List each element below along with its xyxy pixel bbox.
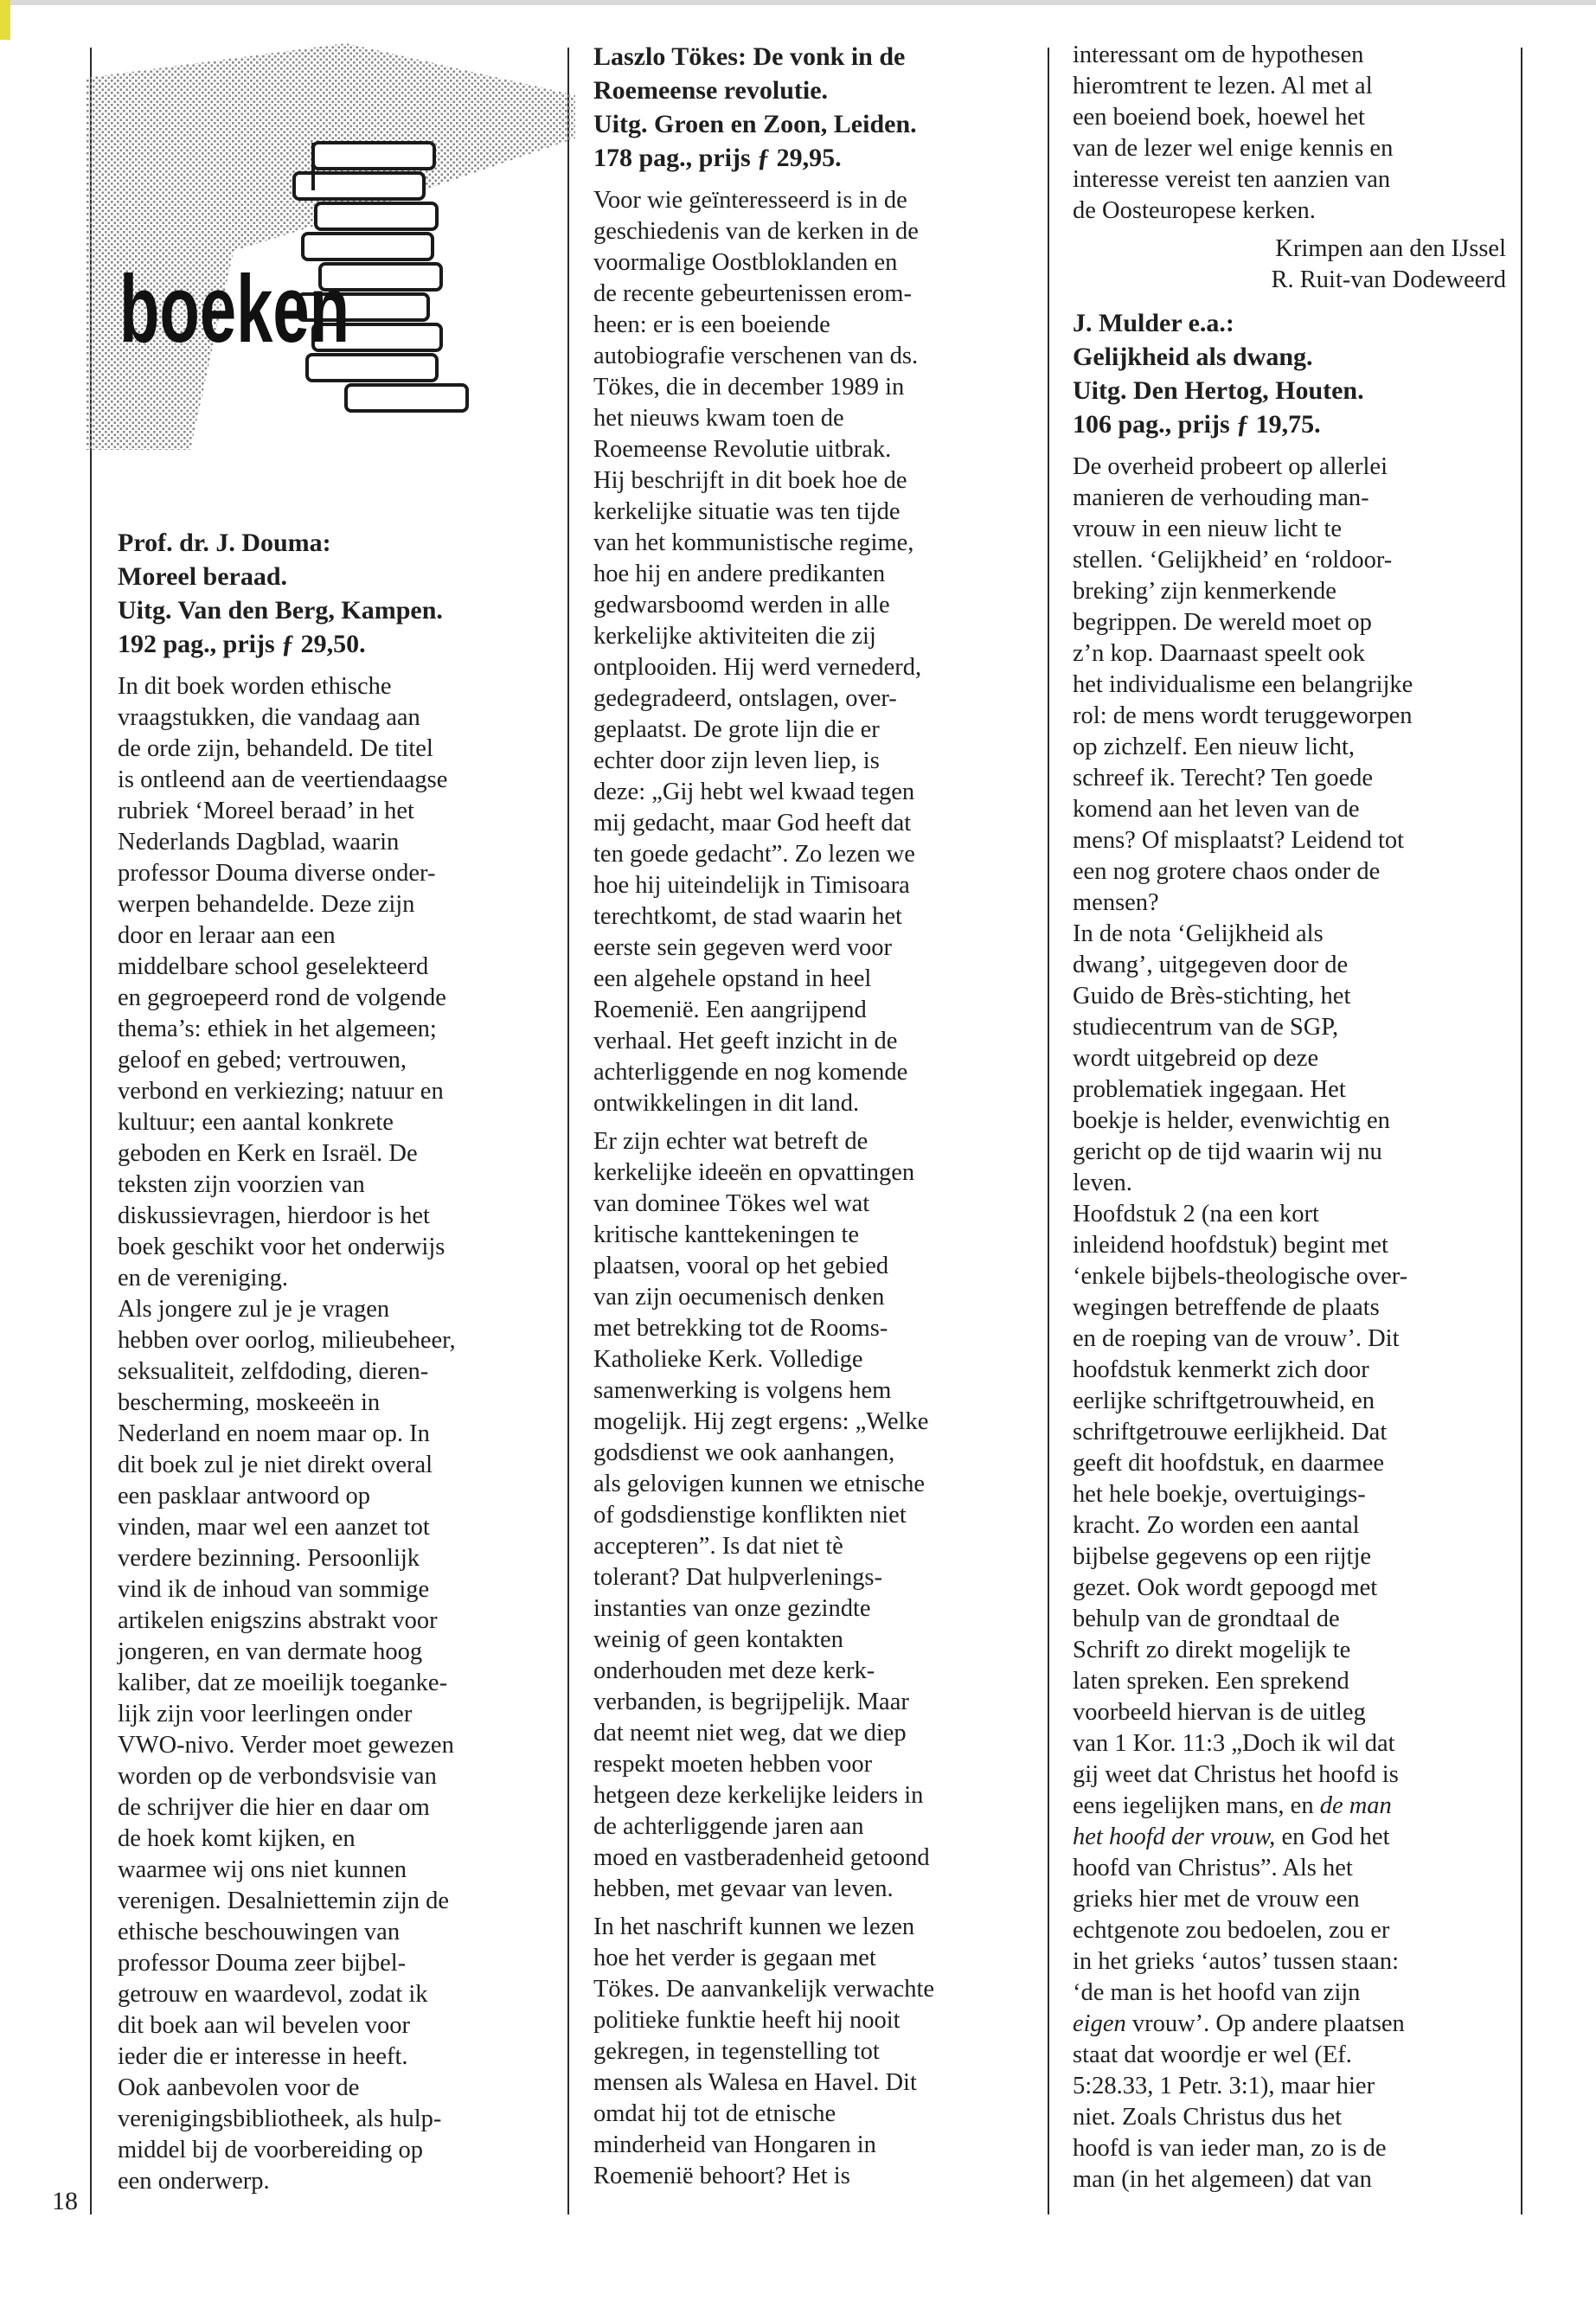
boeken-header-graphic — [87, 43, 575, 458]
column-divider-2 — [1048, 48, 1049, 2214]
section-title: boeken — [119, 256, 350, 363]
book-heading-tokes: Laszlo Tökes: De vonk in de Roemeense revolutie. Uitg. Groen en Zoon, Leiden. 178 pag., prijs ƒ 29,95. — [593, 42, 917, 172]
review-paragraph: Er zijn echter wat betreft de kerkelijke ideeën en opvattingen van dominee Tökes wel wat kritische kanttekeningen te plaatsen, vooral op het gebied van zijn oecumenisch denken met betrekking tot de Rooms- Katholieke Kerk. Volledige samenwerking is volgens hem mogelijk. Hij zegt ergens: „Welke godsdienst we ook aanhangen, als gelovigen kunnen we etnische of godsdienstige konflikten niet accepteren”. Is dat niet tè tolerant? Dat hulpverlenings- instanties van onze gezindte weinig of geen kontakten onderhouden met deze kerk- verbanden, is begrijpelijk. Maar dat neemt niet weg, dat we diep respekt moeten hebben voor hetgeen deze kerkelijke leiders in de achterliggende jaren aan moed en vastberadenheid getoond hebben, met gevaar van leven. — [593, 1128, 930, 1902]
reviewer-signature: Krimpen aan den IJssel R. Ruit-van Dodeweerd — [1271, 235, 1506, 293]
review-paragraph: In het naschrift kunnen we lezen hoe het verder is gegaan met Tökes. De aanvankelijk verwachte politieke funktie heeft hij nooit gekregen, in tegenstelling tot mensen als Walesa en Havel. Dit omdat hij tot de etnische minderheid van Hongaren in Roemenië behoort? Het is — [593, 1913, 935, 2189]
book-heading-mulder: J. Mulder e.a.: Gelijkheid als dwang. Uitg. Den Hertog, Houten. 106 pag., prijs ƒ 19,75. — [1073, 309, 1364, 439]
book-heading-douma: Prof. dr. J. Douma: Moreel beraad. Uitg. Van den Berg, Kampen. 192 pag., prijs ƒ 29,50. — [118, 529, 443, 658]
review-text: De overheid probeert op allerlei manieren de verhouding man- vrouw in een nieuw licht te stellen. ‘Gelijkheid’ en ‘roldoor- breking’ zijn kenmerkende begrippen. De wereld moet op z’n kop. Daarnaast speelt ook het individualisme een belangrijke rol: de mens wordt teruggeworpen op zichzelf. Een nieuw licht, schreef ik. Terecht? Ten goede komend aan het leven van de mens? Of misplaatst? Leidend tot een nog grotere chaos onder de mensen? In de nota ‘Gelijkheid als dwang’, uitgegeven door de Guido de Brès-stichting, het studiecentrum van de SGP, wordt uitgebreid op deze problematiek ingegaan. Het boekje is helder, evenwichtig en gericht op de tijd waarin wij nu leven. Hoofdstuk 2 (na een kort inleidend hoofdstuk) begint met ‘enkele bijbels-theologische over- wegingen betreffende de plaats en de roeping van de vrouw’. Dit hoofdstuk kenmerkt zich door eerlijke schriftgetrouwheid, en schriftgetrouwe eerlijkheid. Dat geeft dit hoofdstuk, en daarmee het hele boekje, overtuigings- kracht. Zo worden een aantal bijbelse gegevens op een rijtje gezet. Ook wordt gepoogd met behulp van de grondtaal de Schrift zo direkt mogelijk te laten spreken. Een sprekend voorbeeld hiervan is de uitleg van 1 Kor. 11:3 „Doch ik wil dat gij weet dat Christus het hoofd is eens iegelijken mans, en — [1073, 453, 1413, 1819]
review-text: en God het hoofd van Christus”. Als het grieks hier met de vrouw een echtgenote zou bedoelen, zou er in het grieks ‘autos’ tussen staan: ‘de man is het hoofd van zijn — [1073, 1823, 1400, 2006]
italic-quote: de man het hoofd der vrouw, — [1073, 1792, 1392, 1850]
page-number: 18 — [52, 2187, 78, 2215]
top-edge-strip — [0, 0, 1596, 5]
review-paragraph — [1073, 452, 1518, 2195]
review-text: vrouw’. Op andere plaatsen staat dat woordje er wel (Ef. 5:28.33, 1 Petr. 3:1), maar hier niet. Zoals Christus dus het hoofd is van ieder man, zo is de man (in het algemeen) dat van — [1073, 2010, 1405, 2193]
review-continuation: interessant om de hypothesen hieromtrent te lezen. Al met al een boeiend boek, hoewel het van de lezer wel enige kennis en interesse vereist ten aanzien van de Oosteuropese kerken. — [1073, 42, 1394, 224]
review-paragraph: Voor wie geïnteresseerd is in de geschiedenis van de kerken in de voormalige Oostbloklanden en de recente gebeurtenissen erom- heen: er is een boeiende autobiografie verschenen van ds. Tökes, die in december 1989 in het nieuws kwam toen de Roemeense Revolutie uitbrak. Hij beschrijft in dit boek hoe de kerkelijke situatie was ten tijde van het kommunistische regime, hoe hij en andere predikanten gedwarsboomd werden in alle kerkelijke aktiviteiten die zij ontplooiden. Hij werd vernederd, gedegradeerd, ontslagen, over- geplaatst. De grote lijn die er echter door zijn leven liep, is deze: „Gij hebt wel kwaad tegen mij gedacht, maar God heeft dat ten goede gedacht”. Zo lezen we hoe hij uiteindelijk in Timisoara terechtkomt, de stad waarin het eerste sein gegeven werd voor een algehele opstand in heel Roemenië. Een aangrijpend verhaal. Het geeft inzicht in de achterliggende en nog komende ontwikkelingen in dit land. — [593, 187, 922, 1117]
right-column — [1073, 40, 1518, 2195]
corner-color-mark — [0, 0, 10, 40]
right-margin-rule — [1521, 48, 1522, 2214]
italic-word: eigen — [1073, 2010, 1126, 2037]
left-column — [118, 526, 550, 2197]
middle-column — [593, 40, 1035, 2192]
review-text-douma: In dit boek worden ethische vraagstukken, die vandaag aan de orde zijn, behandeld. De titel is ontleend aan de veertiendaagse rubriek ‘Moreel beraad’ in het Nederlands Dagblad, waarin professor Douma diverse onder- werpen behandelde. Deze zijn door en leraar aan een middelbare school geselekteerd en gegroepeerd rond de volgende thema’s: ethiek in het algemeen; geloof en gebed; vertrouwen, verbond en verkiezing; natuur en kultuur; een aantal konkrete geboden en Kerk en Israël. De teksten zijn voorzien van diskussievragen, hierdoor is het boek geschikt voor het onderwijs en de vereniging. Als jongere zul je je vragen hebben over oorlog, milieubeheer, seksualiteit, zelfdoding, dieren- bescherming, moskeeën in Nederland en noem maar op. In dit boek zul je niet direkt overal een pasklaar antwoord op vinden, maar wel een aanzet tot verdere bezinning. Persoonlijk vind ik de inhoud van sommige artikelen enigszins abstrakt voor jongeren, en van dermate hoog kaliber, dat ze moeilijk toeganke- lijk zijn voor leerlingen onder VWO-nivo. Verder moet gewezen worden op de verbondsvisie van de schrijver die hier en daar om de hoek komt kijken, en waarmee wij ons niet kunnen verenigen. Desalniettemin zijn de ethische beschouwingen van professor Douma zeer bijbel- getrouw en waardevol, zodat ik dit boek aan wil bevelen voor ieder die er interesse in heeft. Ook aanbevolen voor de verenigingsbibliotheek, als hulp- middel bij de voorbereiding op een onderwerp. — [118, 673, 456, 2195]
